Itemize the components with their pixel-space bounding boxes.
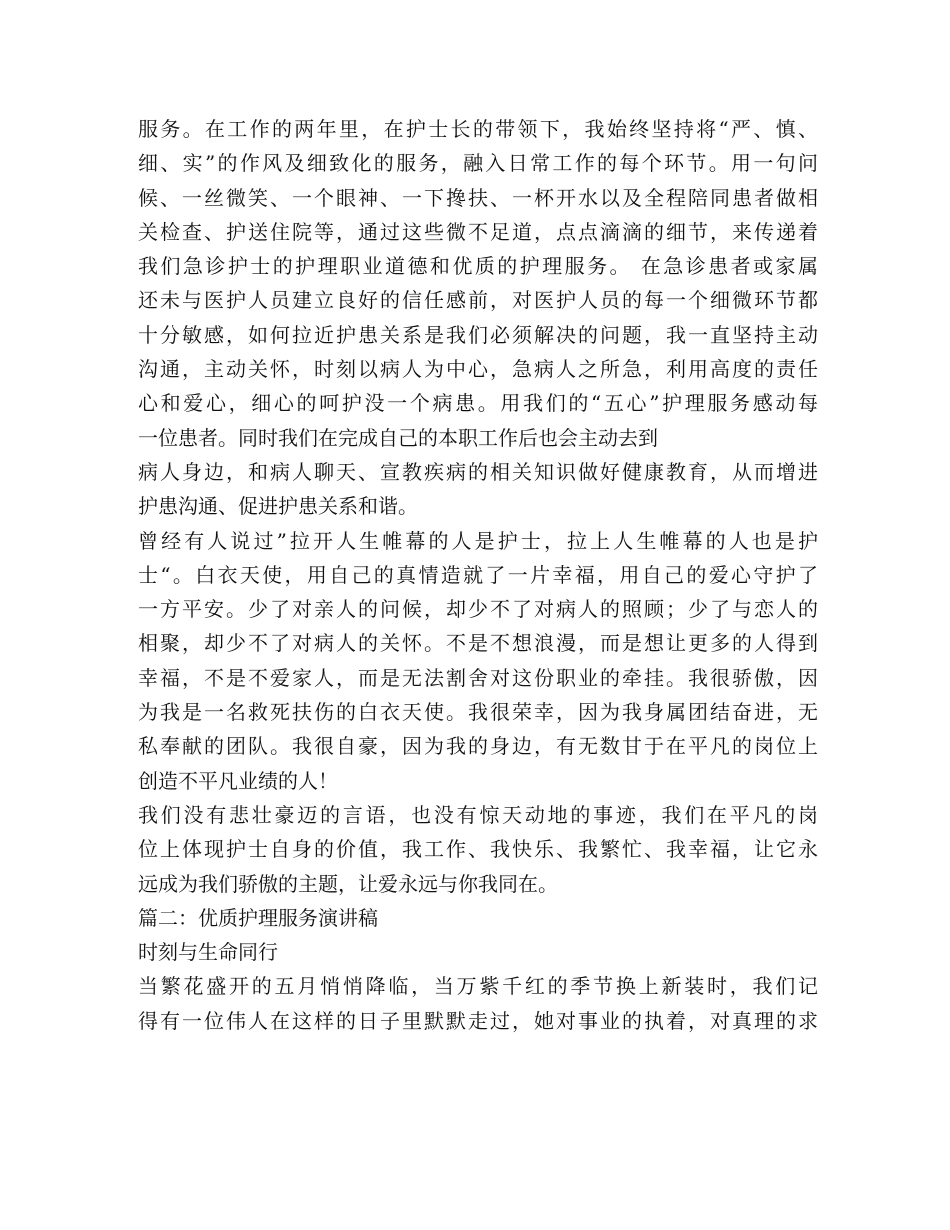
text-line: 关检查、护送住院等，通过这些微不足道，点点滴滴的细节，来传递着	[138, 219, 818, 244]
text-line: 创造不平凡业绩的人！	[138, 768, 338, 793]
document-body	[138, 112, 818, 1038]
text-line: 细、实”的作风及细致化的服务，融入日常工作的每个环节。用一句问	[138, 151, 818, 176]
text-line: 得有一位伟人在这样的日子里默默走过，她对事业的执着，对真理的求	[138, 1008, 818, 1033]
text-line: 时刻与生命同行	[138, 940, 278, 965]
text-line: 相聚，却少不了对病人的关怀。不是不想浪漫，而是想让更多的人得到	[138, 631, 818, 656]
text-line: 士“。白衣天使，用自己的真情造就了一片幸福，用自己的爱心守护了	[138, 562, 818, 587]
text-line: 私奉献的团队。我很自豪，因为我的身边，有无数甘于在平凡的岗位上	[138, 734, 818, 759]
text-line: 还未与医护人员建立良好的信任感前，对医护人员的每一个细微环节都	[138, 288, 818, 313]
text-line: 篇二：优质护理服务演讲稿	[138, 905, 378, 930]
text-line: 位上体现护士自身的价值，我工作、我快乐、我繁忙、我幸福，让它永	[138, 837, 818, 862]
text-line: 一位患者。同时我们在完成自己的本职工作后也会主动去到	[138, 425, 658, 450]
text-line: 护患沟通、促进护患关系和谐。	[138, 494, 418, 519]
text-line: 一方平安。少了对亲人的问候，却少不了对病人的照顾；少了与恋人的	[138, 597, 818, 622]
text-line: 沟通，主动关怀，时刻以病人为中心，急病人之所急，利用高度的责任	[138, 357, 818, 382]
text-line: 我们没有悲壮豪迈的言语，也没有惊天动地的事迹，我们在平凡的岗	[138, 802, 818, 827]
text-line: 服务。在工作的两年里，在护士长的带领下，我始终坚持将“严、慎、	[138, 117, 818, 141]
text-line: 为我是一名救死扶伤的白衣天使。我很荣幸，因为我身属团结奋进，无	[138, 700, 818, 725]
text-line: 候、一丝微笑、一个眼神、一下搀扶、一杯开水以及全程陪同患者做相	[138, 185, 818, 210]
text-line: 心和爱心，细心的呵护没一个病患。用我们的“五心”护理服务感动每	[138, 391, 818, 416]
text-line: 远成为我们骄傲的主题，让爱永远与你我同在。	[138, 871, 558, 896]
text-line: 幸福，不是不爱家人，而是无法割舍对这份职业的牵挂。我很骄傲，因	[138, 665, 818, 690]
text-line: 曾经有人说过”拉开人生帷幕的人是护士，拉上人生帷幕的人也是护	[138, 528, 818, 553]
text-line: 病人身边，和病人聊天、宣教疾病的相关知识做好健康教育，从而增进	[138, 459, 818, 484]
text-line: 当繁花盛开的五月悄悄降临，当万紫千红的季节换上新装时，我们记	[138, 974, 818, 999]
text-line: 我们急诊护士的护理职业道德和优质的护理服务。 在急诊患者或家属	[138, 254, 818, 279]
text-line: 十分敏感，如何拉近护患关系是我们必须解决的问题，我一直坚持主动	[138, 322, 818, 347]
